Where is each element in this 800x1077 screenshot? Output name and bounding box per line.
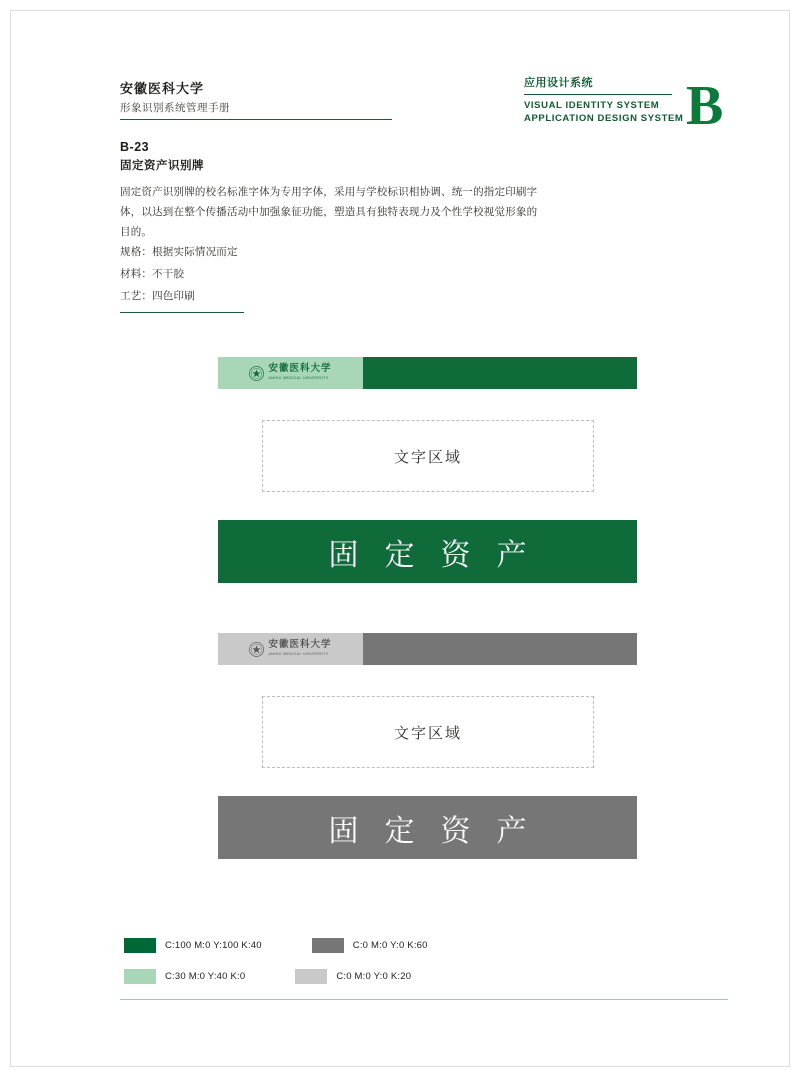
logo-name-en: ANHUI MEDICAL UNIVERSITY <box>268 375 329 380</box>
sign-text-placeholder-label: 文字区域 <box>393 724 462 742</box>
swatch-label: C:100 M:0 Y:100 K:40 <box>165 940 262 951</box>
swatch-label: C:30 M:0 Y:40 K:0 <box>165 971 246 982</box>
manual-org-subtitle: 形象识别系统管理手册 <box>120 102 230 114</box>
university-logo <box>249 365 331 380</box>
section-title-en-1: VISUAL IDENTITY SYSTEM <box>524 100 660 111</box>
logo-name-cn: 安徽医科大学 <box>268 640 332 651</box>
swatch-row <box>124 938 544 953</box>
sign-text-placeholder-label: 文字区域 <box>393 448 462 466</box>
sign-footer-bar <box>218 520 637 583</box>
swatch-chip <box>124 969 156 984</box>
swatch-label: C:0 M:0 Y:0 K:20 <box>336 971 412 982</box>
swatch-chip <box>312 938 344 953</box>
title-divider <box>120 312 244 313</box>
page-title: 固定资产识别牌 <box>120 160 204 172</box>
spec-size: 规格：根据实际情况而定 <box>120 246 238 258</box>
sign-logo-area <box>218 633 363 665</box>
sign-body <box>218 665 637 796</box>
sign-header-bar <box>218 633 637 665</box>
seal-icon <box>249 642 264 657</box>
logo-text-block <box>268 641 331 656</box>
sign-header-color-block <box>363 633 637 665</box>
footer-divider <box>120 999 728 1000</box>
spec-process: 工艺：四色印刷 <box>120 290 195 302</box>
sign-mockup-green <box>218 357 637 583</box>
sign-text-placeholder-box <box>262 420 594 492</box>
sign-header-color-block <box>363 357 637 389</box>
logo-name-en: ANHUI MEDICAL UNIVERSITY <box>268 651 329 656</box>
sign-text-placeholder-box <box>262 696 594 768</box>
sign-footer-text: 固定资产 <box>328 814 553 848</box>
swatch-chip <box>124 938 156 953</box>
section-title-cn: 应用设计系统 <box>524 77 593 89</box>
header-divider-left <box>120 119 392 120</box>
header-divider-right <box>524 94 672 95</box>
sign-mockup-gray <box>218 633 637 859</box>
sign-body <box>218 389 637 520</box>
sign-header-bar <box>218 357 637 389</box>
section-letter: B <box>686 75 724 137</box>
spec-material: 材料：不干胶 <box>120 268 185 280</box>
sign-logo-area <box>218 357 363 389</box>
logo-name-cn: 安徽医科大学 <box>268 364 332 375</box>
swatch-chip <box>295 969 327 984</box>
sign-footer-bar <box>218 796 637 859</box>
section-title-en-2: APPLICATION DESIGN SYSTEM <box>524 113 684 124</box>
page-header <box>120 75 728 137</box>
swatch-row <box>124 969 544 984</box>
logo-text-block <box>268 365 331 380</box>
manual-org-title: 安徽医科大学 <box>120 81 205 96</box>
sign-footer-text: 固定资产 <box>328 538 553 572</box>
page-code: B-23 <box>120 140 150 154</box>
description-paragraph: 固定资产识别牌的校名标准字体为专用字体，采用与学校标识相协调、统一的指定印刷字体，以达到在整个传播活动中加强象征功能，塑造具有独特表现力及个性学校视觉形象的目的。 <box>120 186 538 238</box>
color-swatch-legend <box>124 938 544 1000</box>
seal-icon <box>249 366 264 381</box>
university-logo <box>249 641 331 656</box>
swatch-label: C:0 M:0 Y:0 K:60 <box>352 940 428 951</box>
